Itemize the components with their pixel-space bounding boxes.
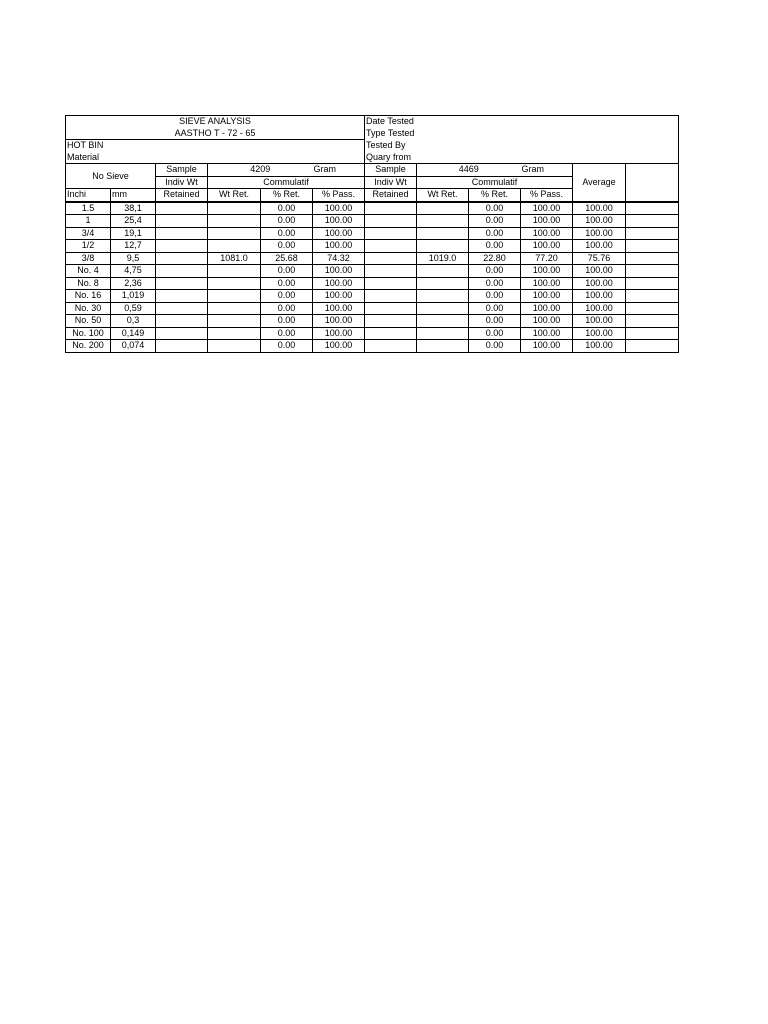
- sample1-indiv-wt-cell: [156, 215, 208, 228]
- sample2-indiv-wt-cell: [365, 227, 417, 240]
- sample1-pct-pass-cell: 100.00: [313, 340, 365, 353]
- spare-cell: [626, 252, 679, 265]
- sample1-pct-pass-cell: 100.00: [313, 215, 365, 228]
- material-label: Material: [66, 152, 365, 164]
- sample2-indiv-wt-cell: [365, 252, 417, 265]
- average-cell: 100.00: [573, 265, 626, 278]
- sieve-analysis-table: [65, 115, 679, 353]
- sample2-wt-ret-cell: [417, 240, 469, 253]
- sample2-pct-ret-cell: 0.00: [469, 277, 521, 290]
- table-row: [66, 202, 679, 215]
- sample1-wt-ret-cell: [208, 202, 261, 215]
- sieve-mm-cell: 19,1: [111, 227, 156, 240]
- sample2-weight: 4469: [417, 164, 521, 177]
- table-row: [66, 252, 679, 265]
- sieve-mm-cell: 38,1: [111, 202, 156, 215]
- average-cell: 100.00: [573, 290, 626, 303]
- table-row: [66, 327, 679, 340]
- sample1-wt-ret-cell: 1081.0: [208, 252, 261, 265]
- sample2-pct-ret-cell: 0.00: [469, 240, 521, 253]
- sample1-pct-ret-cell: 0.00: [261, 215, 313, 228]
- sample2-indiv-wt-cell: [365, 215, 417, 228]
- sieve-inchi-cell: 1/2: [66, 240, 111, 253]
- sample2-pct-pass-cell: 100.00: [521, 340, 573, 353]
- sample2-wt-ret-cell: [417, 340, 469, 353]
- spare-cell: [626, 265, 679, 278]
- sample1-pct-pass-cell: 100.00: [313, 240, 365, 253]
- sieve-inchi-cell: No. 100: [66, 327, 111, 340]
- table-row: [66, 240, 679, 253]
- sample2-pct-pass-cell: 100.00: [521, 302, 573, 315]
- sample1-pct-ret-cell: 0.00: [261, 290, 313, 303]
- sample1-pct-pass-cell: 100.00: [313, 327, 365, 340]
- sample1-wt-ret-cell: [208, 340, 261, 353]
- sieve-mm-cell: 0,074: [111, 340, 156, 353]
- tested-by-label: Tested By: [365, 140, 679, 152]
- sample1-label: Sample: [156, 164, 208, 177]
- sample2-pct-ret-cell: 0.00: [469, 315, 521, 328]
- sample2-indiv-wt-cell: [365, 290, 417, 303]
- sample2-pct-pass-cell: 100.00: [521, 215, 573, 228]
- sample2-pct-pass-cell: 100.00: [521, 327, 573, 340]
- date-tested-label: Date Tested: [365, 116, 679, 128]
- sample1-unit: Gram: [313, 164, 365, 177]
- table-row: [66, 302, 679, 315]
- average-cell: 100.00: [573, 215, 626, 228]
- sample1-wt-ret-cell: [208, 327, 261, 340]
- sample2-wt-ret-cell: [417, 302, 469, 315]
- sample2-indiv-wt-cell: [365, 277, 417, 290]
- sample2-wt-ret-header: Wt Ret.: [417, 189, 469, 202]
- sample1-wt-ret-header: Wt Ret.: [208, 189, 261, 202]
- spare-column-header: [626, 164, 679, 202]
- sample2-pct-pass-cell: 100.00: [521, 227, 573, 240]
- sample2-indiv-wt-cell: [365, 327, 417, 340]
- sample2-pct-ret-cell: 22.80: [469, 252, 521, 265]
- sample1-indiv-wt-cell: [156, 265, 208, 278]
- sample1-pct-pass-cell: 100.00: [313, 227, 365, 240]
- sample1-indiv-wt-cell: [156, 302, 208, 315]
- sieve-inchi-cell: No. 30: [66, 302, 111, 315]
- sample1-pct-ret-header: % Ret.: [261, 189, 313, 202]
- sample2-label: Sample: [365, 164, 417, 177]
- spare-cell: [626, 277, 679, 290]
- spare-cell: [626, 302, 679, 315]
- sieve-mm-cell: 2,36: [111, 277, 156, 290]
- sample1-wt-ret-cell: [208, 215, 261, 228]
- sample2-pct-ret-header: % Ret.: [469, 189, 521, 202]
- sample1-pct-pass-cell: 74.32: [313, 252, 365, 265]
- sample1-pct-pass-cell: 100.00: [313, 277, 365, 290]
- sample1-pct-pass-cell: 100.00: [313, 302, 365, 315]
- sample1-commulatif-header: Commulatif: [208, 176, 365, 189]
- sample1-wt-ret-cell: [208, 265, 261, 278]
- type-tested-label: Type Tested: [365, 128, 679, 140]
- sample2-indiv-wt-cell: [365, 302, 417, 315]
- sample2-pct-pass-cell: 100.00: [521, 290, 573, 303]
- spare-cell: [626, 227, 679, 240]
- sample1-pct-ret-cell: 0.00: [261, 302, 313, 315]
- table-row: [66, 290, 679, 303]
- sample1-indiv-wt-cell: [156, 202, 208, 215]
- average-cell: 100.00: [573, 227, 626, 240]
- sieve-mm-cell: 0,59: [111, 302, 156, 315]
- sample1-indiv-wt-cell: [156, 290, 208, 303]
- sample1-pct-pass-cell: 100.00: [313, 202, 365, 215]
- sample1-wt-ret-cell: [208, 290, 261, 303]
- sample1-indiv-wt-cell: [156, 252, 208, 265]
- spare-cell: [626, 340, 679, 353]
- sample1-wt-ret-cell: [208, 227, 261, 240]
- sieve-mm-cell: 1,019: [111, 290, 156, 303]
- sample2-pct-pass-cell: 100.00: [521, 202, 573, 215]
- sieve-inchi-cell: No. 16: [66, 290, 111, 303]
- sample1-pct-ret-cell: 0.00: [261, 265, 313, 278]
- sieve-mm-cell: 0,149: [111, 327, 156, 340]
- sample1-indiv-wt-cell: [156, 340, 208, 353]
- sample1-wt-ret-cell: [208, 240, 261, 253]
- inchi-header: Inchi: [66, 189, 111, 202]
- sample1-indiv-wt-header: Indiv Wt: [156, 176, 208, 189]
- sample2-wt-ret-cell: [417, 215, 469, 228]
- average-cell: 100.00: [573, 202, 626, 215]
- quary-from-label: Quary from: [365, 152, 679, 164]
- sample1-pct-pass-header: % Pass.: [313, 189, 365, 202]
- table-row: [66, 265, 679, 278]
- sample1-wt-ret-cell: [208, 277, 261, 290]
- sample2-commulatif-header: Commulatif: [417, 176, 573, 189]
- sieve-mm-cell: 9,5: [111, 252, 156, 265]
- sieve-inchi-cell: No. 200: [66, 340, 111, 353]
- sample2-pct-pass-cell: 100.00: [521, 265, 573, 278]
- sample1-weight: 4209: [208, 164, 313, 177]
- sieve-inchi-cell: No. 50: [66, 315, 111, 328]
- sieve-inchi-cell: 1: [66, 215, 111, 228]
- sample1-indiv-wt-cell: [156, 315, 208, 328]
- mm-header: mm: [111, 189, 156, 202]
- spare-cell: [626, 290, 679, 303]
- sample2-wt-ret-cell: [417, 315, 469, 328]
- sieve-mm-cell: 0,3: [111, 315, 156, 328]
- report-title: SIEVE ANALYSIS: [66, 116, 365, 128]
- sample1-wt-ret-cell: [208, 315, 261, 328]
- sieve-mm-cell: 4,75: [111, 265, 156, 278]
- sample1-indiv-wt-cell: [156, 327, 208, 340]
- sample2-indiv-wt-header: Indiv Wt: [365, 176, 417, 189]
- table-row: [66, 277, 679, 290]
- sample2-indiv-wt-cell: [365, 240, 417, 253]
- sample1-pct-ret-cell: 0.00: [261, 315, 313, 328]
- sample2-pct-pass-cell: 100.00: [521, 277, 573, 290]
- spare-cell: [626, 202, 679, 215]
- sample2-pct-pass-cell: 100.00: [521, 240, 573, 253]
- table-row: [66, 227, 679, 240]
- sample1-wt-ret-cell: [208, 302, 261, 315]
- sample1-indiv-wt-cell: [156, 277, 208, 290]
- sample2-pct-pass-header: % Pass.: [521, 189, 573, 202]
- sieve-mm-cell: 25,4: [111, 215, 156, 228]
- table-row: [66, 340, 679, 353]
- sample1-pct-pass-cell: 100.00: [313, 315, 365, 328]
- sample2-unit: Gram: [521, 164, 573, 177]
- sample2-pct-pass-cell: 100.00: [521, 315, 573, 328]
- average-cell: 100.00: [573, 302, 626, 315]
- sample2-pct-ret-cell: 0.00: [469, 202, 521, 215]
- average-cell: 100.00: [573, 327, 626, 340]
- sample2-pct-ret-cell: 0.00: [469, 340, 521, 353]
- spare-cell: [626, 327, 679, 340]
- average-cell: 75.76: [573, 252, 626, 265]
- table-row: [66, 215, 679, 228]
- average-cell: 100.00: [573, 240, 626, 253]
- sample1-pct-ret-cell: 0.00: [261, 277, 313, 290]
- sample1-pct-ret-cell: 0.00: [261, 202, 313, 215]
- sample2-wt-ret-cell: [417, 202, 469, 215]
- sample1-pct-ret-cell: 0.00: [261, 340, 313, 353]
- sample2-pct-pass-cell: 77.20: [521, 252, 573, 265]
- spare-cell: [626, 240, 679, 253]
- sample1-pct-pass-cell: 100.00: [313, 290, 365, 303]
- average-cell: 100.00: [573, 277, 626, 290]
- sample2-wt-ret-cell: [417, 265, 469, 278]
- average-cell: 100.00: [573, 340, 626, 353]
- sample1-pct-pass-cell: 100.00: [313, 265, 365, 278]
- sample1-indiv-wt-cell: [156, 240, 208, 253]
- sample2-wt-ret-cell: [417, 290, 469, 303]
- sample2-pct-ret-cell: 0.00: [469, 215, 521, 228]
- sample2-pct-ret-cell: 0.00: [469, 265, 521, 278]
- sample2-indiv-wt-cell: [365, 340, 417, 353]
- sample2-indiv-wt-cell: [365, 265, 417, 278]
- sample1-pct-ret-cell: 0.00: [261, 240, 313, 253]
- sample2-pct-ret-cell: 0.00: [469, 327, 521, 340]
- sieve-inchi-cell: No. 4: [66, 265, 111, 278]
- sieve-inchi-cell: 1.5: [66, 202, 111, 215]
- sample2-wt-ret-cell: 1019.0: [417, 252, 469, 265]
- sample1-indiv-wt-cell: [156, 227, 208, 240]
- sample1-pct-ret-cell: 0.00: [261, 227, 313, 240]
- sample2-retained-header: Retained: [365, 189, 417, 202]
- sieve-mm-cell: 12,7: [111, 240, 156, 253]
- sample2-wt-ret-cell: [417, 277, 469, 290]
- spare-cell: [626, 315, 679, 328]
- sample2-pct-ret-cell: 0.00: [469, 227, 521, 240]
- sample1-retained-header: Retained: [156, 189, 208, 202]
- average-cell: 100.00: [573, 315, 626, 328]
- sample2-indiv-wt-cell: [365, 202, 417, 215]
- sample2-pct-ret-cell: 0.00: [469, 290, 521, 303]
- sieve-inchi-cell: 3/4: [66, 227, 111, 240]
- hot-bin-label: HOT BIN: [66, 140, 365, 152]
- sieve-inchi-cell: No. 8: [66, 277, 111, 290]
- sample1-pct-ret-cell: 25.68: [261, 252, 313, 265]
- spare-cell: [626, 215, 679, 228]
- sample1-pct-ret-cell: 0.00: [261, 327, 313, 340]
- sample2-pct-ret-cell: 0.00: [469, 302, 521, 315]
- report-standard: AASTHO T - 72 - 65: [66, 128, 365, 140]
- sieve-inchi-cell: 3/8: [66, 252, 111, 265]
- sample2-wt-ret-cell: [417, 227, 469, 240]
- average-header: Average: [573, 164, 626, 202]
- no-sieve-header: No Sieve: [66, 164, 156, 189]
- table-row: [66, 315, 679, 328]
- sample2-indiv-wt-cell: [365, 315, 417, 328]
- sample2-wt-ret-cell: [417, 327, 469, 340]
